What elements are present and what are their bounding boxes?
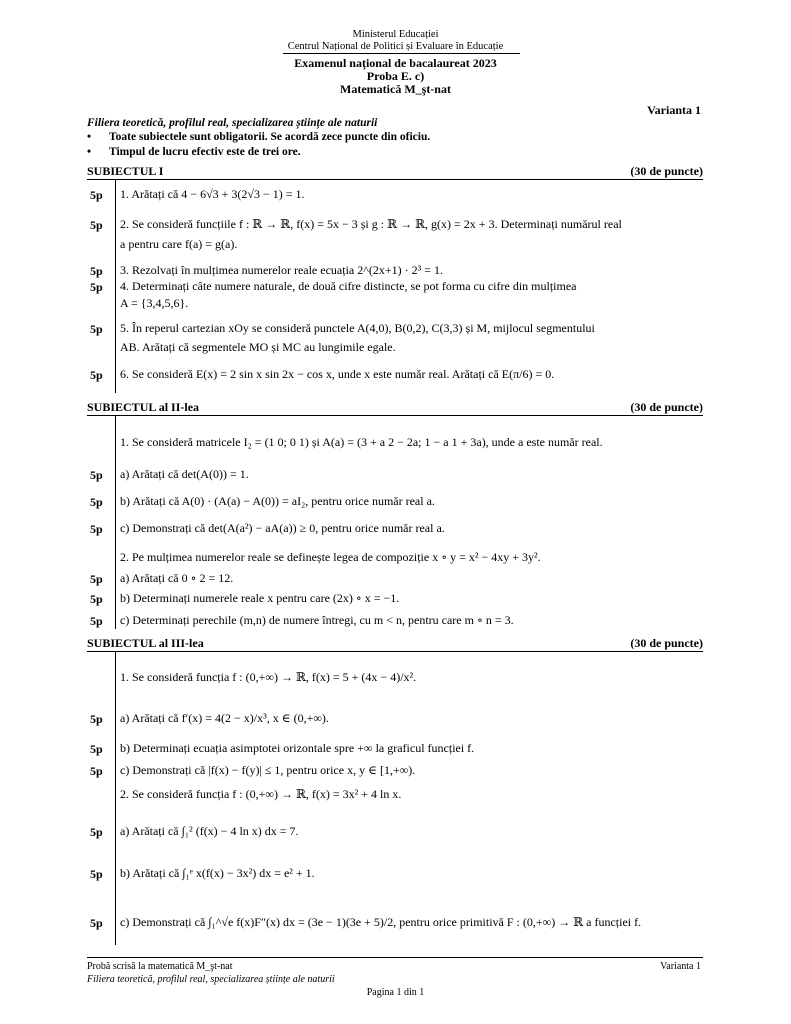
variant-label: Varianta 1 bbox=[647, 103, 701, 117]
s3-question-1c: c) Demonstrați că |f(x) − f(y)| ≤ 1, pentru orice x, y ∈ [1,+∞). bbox=[120, 763, 416, 777]
points-s1-q6: 5p bbox=[90, 368, 103, 382]
points-s3-q1b: 5p bbox=[90, 742, 103, 756]
s2-question-2b: b) Determinați numerele reale x pentru care (2x) ∘ x = −1. bbox=[120, 591, 400, 605]
section-3-rule bbox=[115, 652, 116, 945]
instruction-bullet-1: • Toate subiectele sunt obligatorii. Se acordă zece puncte din oficiu. bbox=[87, 131, 431, 143]
s2-question-2a: a) Arătați că 0 ∘ 2 = 12. bbox=[120, 571, 234, 585]
section-2-header: SUBIECTUL al II-lea (30 de puncte) bbox=[87, 400, 703, 414]
section-1-header: SUBIECTUL I (30 de puncte) bbox=[87, 164, 703, 178]
instruction-bullet-2: • Timpul de lucru efectiv este de trei ore. bbox=[87, 146, 301, 158]
s1-question-5-line-2: AB. Arătați că segmentele MO și MC au lungimile egale. bbox=[120, 340, 396, 354]
s1-question-3: 3. Rezolvați în mulțimea numerelor reale ecuația 2^(2x+1) · 2³ = 1. bbox=[120, 263, 443, 277]
footer-variant: Varianta 1 bbox=[660, 961, 701, 972]
exam-title: Examenul național de bacalaureat 2023 bbox=[294, 56, 497, 70]
center-line: Centrul Național de Politici și Evaluare în Educație bbox=[287, 41, 504, 52]
footer-divider bbox=[87, 957, 703, 958]
points-s2-q2c: 5p bbox=[90, 614, 103, 628]
points-s2-q2b: 5p bbox=[90, 592, 103, 606]
proba-title: Proba E. c) bbox=[366, 69, 425, 83]
points-s3-q1c: 5p bbox=[90, 764, 103, 778]
header-divider bbox=[283, 53, 520, 54]
s2-question-1c: c) Demonstrați că det(A(a²) − aA(a)) ≥ 0, pentru orice număr real a. bbox=[120, 521, 445, 535]
s1-question-6: 6. Se consideră E(x) = 2 sin x sin 2x − cos x, unde x este număr real. Arătați că E(π/6) = 0. bbox=[120, 367, 555, 381]
points-s2-q2a: 5p bbox=[90, 572, 103, 586]
points-s3-q2a: 5p bbox=[90, 825, 103, 839]
s3-question-2a: a) Arătați că ∫₁² (f(x) − 4 ln x) dx = 7. bbox=[120, 824, 299, 838]
subject-title: Matematică M_şt-nat bbox=[340, 82, 451, 96]
page-number: Pagina 1 din 1 bbox=[366, 987, 425, 998]
s1-question-2-line-1: 2. Se consideră funcțiile f : ℝ → ℝ, f(x) = 5x − 3 și g : ℝ → ℝ, g(x) = 2x + 3. Determinați numărul real bbox=[120, 217, 622, 231]
s3-question-1: 1. Se consideră funcția f : (0,+∞) → ℝ, f(x) = 5 + (4x − 4)/x². bbox=[120, 670, 417, 684]
points-s1-q1: 5p bbox=[90, 188, 103, 202]
s1-question-1: 1. Arătați că 4 − 6√3 + 3(2√3 − 1) = 1. bbox=[120, 187, 305, 201]
section-1-rule bbox=[115, 180, 116, 393]
points-s1-q2: 5p bbox=[90, 218, 103, 232]
s2-question-1: 1. Se consideră matricele I₂ = (1 0; 0 1) și A(a) = (3 + a 2 − 2a; 1 − a 1 + 3a), unde a este număr real. bbox=[120, 435, 603, 449]
s2-question-1a: a) Arătați că det(A(0)) = 1. bbox=[120, 467, 249, 481]
points-s1-q3: 5p bbox=[90, 264, 103, 278]
s1-question-4-line-2: A = {3,4,5,6}. bbox=[120, 296, 189, 310]
points-s2-q1b: 5p bbox=[90, 495, 103, 509]
s2-question-1b: b) Arătați că A(0) · (A(a) − A(0)) = aI₂, pentru orice număr real a. bbox=[120, 494, 435, 508]
points-s1-q5: 5p bbox=[90, 322, 103, 336]
s1-question-2-line-2: a pentru care f(a) = g(a). bbox=[120, 237, 238, 251]
s3-question-2c: c) Demonstrați că ∫₁^√e f(x)F″(x) dx = (3e − 1)(3e + 5)/2, pentru orice primitivă F : (0,+∞) → ℝ a funcției f. bbox=[120, 915, 642, 929]
s1-question-5-line-1: 5. În reperul cartezian xOy se consideră punctele A(4,0), B(0,2), C(3,3) și M, mijlocul segmentului bbox=[120, 321, 595, 335]
s2-question-2c: c) Determinați perechile (m,n) de numere întregi, cu m < n, pentru care m ∘ n = 3. bbox=[120, 613, 514, 627]
ministry-line: Ministerul Educației bbox=[352, 29, 439, 40]
section-2-rule bbox=[115, 416, 116, 629]
points-s1-q4: 5p bbox=[90, 280, 103, 294]
points-s3-q1a: 5p bbox=[90, 712, 103, 726]
s3-question-2b: b) Arătați că ∫₁ᵉ x(f(x) − 3x²) dx = e² + 1. bbox=[120, 866, 315, 880]
points-s3-q2b: 5p bbox=[90, 867, 103, 881]
points-s2-q1a: 5p bbox=[90, 468, 103, 482]
footer-left-1: Probă scrisă la matematică M_şt-nat bbox=[87, 961, 233, 972]
points-s3-q2c: 5p bbox=[90, 916, 103, 930]
footer-left-2: Filiera teoretică, profilul real, specializarea științe ale naturii bbox=[87, 974, 335, 985]
s3-question-1a: a) Arătați că f′(x) = 4(2 − x)/x³, x ∈ (0,+∞). bbox=[120, 711, 329, 725]
points-s2-q1c: 5p bbox=[90, 522, 103, 536]
s2-question-2: 2. Pe mulțimea numerelor reale se definește legea de compoziție x ∘ y = x² − 4xy + 3y². bbox=[120, 550, 541, 564]
s3-question-2: 2. Se consideră funcția f : (0,+∞) → ℝ, f(x) = 3x² + 4 ln x. bbox=[120, 787, 402, 801]
s3-question-1b: b) Determinați ecuația asimptotei orizontale spre +∞ la graficul funcției f. bbox=[120, 741, 475, 755]
filiera-line: Filiera teoretică, profilul real, specializarea științe ale naturii bbox=[87, 117, 378, 129]
s1-question-4-line-1: 4. Determinați câte numere naturale, de două cifre distincte, se pot forma cu cifre din mulțimea bbox=[120, 279, 577, 293]
section-3-header: SUBIECTUL al III-lea (30 de puncte) bbox=[87, 636, 703, 650]
